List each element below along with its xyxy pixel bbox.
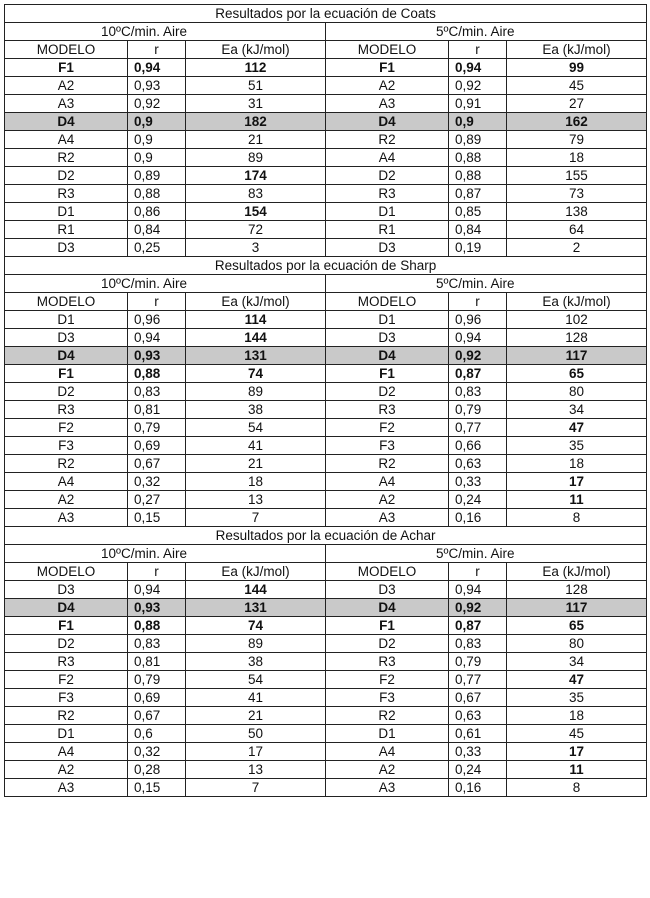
table-row	[5, 365, 647, 383]
r-cell: 0,79	[128, 419, 186, 437]
header-ea: Ea (kJ/mol)	[186, 41, 326, 59]
model-cell: F2	[326, 671, 449, 689]
model-cell: R3	[326, 401, 449, 419]
r-cell: 0,16	[449, 509, 507, 527]
table-row	[5, 491, 647, 509]
model-cell: D3	[326, 329, 449, 347]
r-cell: 0,6	[128, 725, 186, 743]
header-r: r	[449, 293, 507, 311]
table-row	[5, 671, 647, 689]
model-cell: D1	[5, 203, 128, 221]
ea-cell: 11	[507, 491, 647, 509]
r-cell: 0,79	[449, 653, 507, 671]
model-cell: R1	[5, 221, 128, 239]
model-cell: R2	[326, 707, 449, 725]
table-row	[5, 689, 647, 707]
r-cell: 0,69	[128, 689, 186, 707]
r-cell: 0,9	[128, 149, 186, 167]
r-cell: 0,24	[449, 761, 507, 779]
table-row	[5, 455, 647, 473]
r-cell: 0,87	[449, 185, 507, 203]
ea-cell: 7	[186, 779, 326, 797]
model-cell: A2	[326, 491, 449, 509]
r-cell: 0,87	[449, 617, 507, 635]
model-cell: D1	[326, 203, 449, 221]
ea-cell: 34	[507, 653, 647, 671]
r-cell: 0,86	[128, 203, 186, 221]
r-cell: 0,94	[449, 59, 507, 77]
heating-rate-left: 10ºC/min. Aire	[5, 275, 326, 293]
model-cell: A3	[5, 95, 128, 113]
model-cell: D4	[5, 347, 128, 365]
model-cell: A3	[326, 779, 449, 797]
model-cell: D1	[5, 311, 128, 329]
ea-cell: 21	[186, 707, 326, 725]
model-cell: R3	[5, 653, 128, 671]
section-title: Resultados por la ecuación de Sharp	[5, 257, 647, 275]
model-cell: R3	[326, 653, 449, 671]
header-model: MODELO	[5, 41, 128, 59]
column-header-row	[5, 41, 647, 59]
heating-rate-row	[5, 275, 647, 293]
model-cell: A2	[5, 77, 128, 95]
ea-cell: 21	[186, 455, 326, 473]
header-ea: Ea (kJ/mol)	[186, 563, 326, 581]
ea-cell: 112	[186, 59, 326, 77]
r-cell: 0,81	[128, 401, 186, 419]
ea-cell: 144	[186, 329, 326, 347]
model-cell: R1	[326, 221, 449, 239]
table-row	[5, 725, 647, 743]
ea-cell: 144	[186, 581, 326, 599]
r-cell: 0,85	[449, 203, 507, 221]
r-cell: 0,88	[449, 149, 507, 167]
ea-cell: 128	[507, 329, 647, 347]
header-model: MODELO	[5, 563, 128, 581]
ea-cell: 72	[186, 221, 326, 239]
table-row	[5, 203, 647, 221]
r-cell: 0,89	[449, 131, 507, 149]
model-cell: A3	[326, 509, 449, 527]
ea-cell: 89	[186, 635, 326, 653]
model-cell: D3	[326, 581, 449, 599]
header-r: r	[128, 563, 186, 581]
ea-cell: 51	[186, 77, 326, 95]
table-row	[5, 149, 647, 167]
table-row	[5, 617, 647, 635]
r-cell: 0,83	[449, 635, 507, 653]
model-cell: D2	[326, 383, 449, 401]
r-cell: 0,84	[128, 221, 186, 239]
table-row	[5, 509, 647, 527]
table-row	[5, 131, 647, 149]
ea-cell: 117	[507, 347, 647, 365]
r-cell: 0,79	[128, 671, 186, 689]
section-title-row	[5, 527, 647, 545]
model-cell: A4	[5, 131, 128, 149]
r-cell: 0,15	[128, 509, 186, 527]
ea-cell: 47	[507, 671, 647, 689]
heating-rate-row	[5, 545, 647, 563]
header-r: r	[128, 293, 186, 311]
r-cell: 0,81	[128, 653, 186, 671]
r-cell: 0,94	[128, 581, 186, 599]
table-row	[5, 743, 647, 761]
model-cell: A4	[326, 473, 449, 491]
model-cell: D2	[5, 167, 128, 185]
r-cell: 0,67	[128, 707, 186, 725]
ea-cell: 73	[507, 185, 647, 203]
model-cell: R3	[5, 185, 128, 203]
r-cell: 0,69	[128, 437, 186, 455]
r-cell: 0,93	[128, 347, 186, 365]
table-row	[5, 761, 647, 779]
r-cell: 0,94	[449, 581, 507, 599]
model-cell: A4	[5, 743, 128, 761]
table-row	[5, 347, 647, 365]
r-cell: 0,77	[449, 419, 507, 437]
section-title-row	[5, 257, 647, 275]
r-cell: 0,88	[449, 167, 507, 185]
table-row	[5, 185, 647, 203]
section-title: Resultados por la ecuación de Achar	[5, 527, 647, 545]
ea-cell: 21	[186, 131, 326, 149]
model-cell: F3	[326, 437, 449, 455]
r-cell: 0,9	[128, 113, 186, 131]
model-cell: A2	[5, 761, 128, 779]
ea-cell: 47	[507, 419, 647, 437]
header-model: MODELO	[326, 293, 449, 311]
model-cell: R2	[326, 455, 449, 473]
model-cell: A2	[326, 77, 449, 95]
ea-cell: 50	[186, 725, 326, 743]
ea-cell: 41	[186, 437, 326, 455]
table-row	[5, 599, 647, 617]
section-title: Resultados por la ecuación de Coats	[5, 5, 647, 23]
ea-cell: 80	[507, 635, 647, 653]
table-row	[5, 311, 647, 329]
heating-rate-left: 10ºC/min. Aire	[5, 545, 326, 563]
ea-cell: 174	[186, 167, 326, 185]
model-cell: F1	[326, 59, 449, 77]
ea-cell: 155	[507, 167, 647, 185]
r-cell: 0,88	[128, 617, 186, 635]
r-cell: 0,84	[449, 221, 507, 239]
heating-rate-right: 5ºC/min. Aire	[326, 23, 647, 41]
header-r: r	[449, 563, 507, 581]
table-row	[5, 59, 647, 77]
ea-cell: 17	[507, 473, 647, 491]
r-cell: 0,79	[449, 401, 507, 419]
model-cell: F1	[326, 617, 449, 635]
ea-cell: 182	[186, 113, 326, 131]
model-cell: F3	[5, 437, 128, 455]
table-row	[5, 239, 647, 257]
r-cell: 0,92	[128, 95, 186, 113]
header-ea: Ea (kJ/mol)	[507, 41, 647, 59]
model-cell: A4	[326, 743, 449, 761]
model-cell: A2	[5, 491, 128, 509]
ea-cell: 54	[186, 419, 326, 437]
table-row	[5, 653, 647, 671]
model-cell: D1	[5, 725, 128, 743]
column-header-row	[5, 563, 647, 581]
r-cell: 0,28	[128, 761, 186, 779]
ea-cell: 102	[507, 311, 647, 329]
model-cell: D4	[5, 599, 128, 617]
model-cell: F1	[5, 365, 128, 383]
header-r: r	[128, 41, 186, 59]
ea-cell: 13	[186, 491, 326, 509]
table-row	[5, 167, 647, 185]
ea-cell: 18	[507, 149, 647, 167]
r-cell: 0,27	[128, 491, 186, 509]
ea-cell: 83	[186, 185, 326, 203]
heating-rate-row	[5, 23, 647, 41]
r-cell: 0,92	[449, 599, 507, 617]
model-cell: D1	[326, 311, 449, 329]
r-cell: 0,63	[449, 455, 507, 473]
model-cell: D2	[5, 635, 128, 653]
r-cell: 0,25	[128, 239, 186, 257]
model-cell: F2	[326, 419, 449, 437]
header-ea: Ea (kJ/mol)	[507, 293, 647, 311]
ea-cell: 45	[507, 77, 647, 95]
section-title-row	[5, 5, 647, 23]
header-ea: Ea (kJ/mol)	[186, 293, 326, 311]
r-cell: 0,91	[449, 95, 507, 113]
ea-cell: 64	[507, 221, 647, 239]
results-table	[4, 4, 647, 797]
r-cell: 0,32	[128, 743, 186, 761]
r-cell: 0,24	[449, 491, 507, 509]
ea-cell: 162	[507, 113, 647, 131]
r-cell: 0,32	[128, 473, 186, 491]
ea-cell: 154	[186, 203, 326, 221]
table-row	[5, 113, 647, 131]
results-document	[4, 4, 646, 797]
ea-cell: 34	[507, 401, 647, 419]
model-cell: D2	[326, 635, 449, 653]
table-row	[5, 581, 647, 599]
r-cell: 0,94	[128, 59, 186, 77]
ea-cell: 18	[507, 707, 647, 725]
ea-cell: 17	[186, 743, 326, 761]
model-cell: D3	[5, 239, 128, 257]
r-cell: 0,89	[128, 167, 186, 185]
ea-cell: 13	[186, 761, 326, 779]
table-row	[5, 95, 647, 113]
model-cell: F1	[326, 365, 449, 383]
model-cell: F3	[326, 689, 449, 707]
ea-cell: 31	[186, 95, 326, 113]
ea-cell: 65	[507, 365, 647, 383]
model-cell: D2	[5, 383, 128, 401]
model-cell: D4	[5, 113, 128, 131]
heating-rate-left: 10ºC/min. Aire	[5, 23, 326, 41]
r-cell: 0,67	[449, 689, 507, 707]
r-cell: 0,63	[449, 707, 507, 725]
ea-cell: 99	[507, 59, 647, 77]
model-cell: R3	[5, 401, 128, 419]
ea-cell: 8	[507, 779, 647, 797]
ea-cell: 54	[186, 671, 326, 689]
ea-cell: 27	[507, 95, 647, 113]
model-cell: D2	[326, 167, 449, 185]
header-r: r	[449, 41, 507, 59]
heating-rate-right: 5ºC/min. Aire	[326, 545, 647, 563]
ea-cell: 65	[507, 617, 647, 635]
ea-cell: 35	[507, 689, 647, 707]
header-model: MODELO	[326, 41, 449, 59]
header-ea: Ea (kJ/mol)	[507, 563, 647, 581]
header-model: MODELO	[5, 293, 128, 311]
model-cell: D4	[326, 347, 449, 365]
ea-cell: 80	[507, 383, 647, 401]
r-cell: 0,9	[449, 113, 507, 131]
ea-cell: 138	[507, 203, 647, 221]
model-cell: D3	[5, 581, 128, 599]
ea-cell: 35	[507, 437, 647, 455]
r-cell: 0,83	[128, 635, 186, 653]
r-cell: 0,19	[449, 239, 507, 257]
r-cell: 0,92	[449, 347, 507, 365]
model-cell: R2	[5, 707, 128, 725]
ea-cell: 89	[186, 383, 326, 401]
table-row	[5, 779, 647, 797]
model-cell: R2	[5, 455, 128, 473]
table-row	[5, 401, 647, 419]
ea-cell: 7	[186, 509, 326, 527]
r-cell: 0,93	[128, 599, 186, 617]
heating-rate-right: 5ºC/min. Aire	[326, 275, 647, 293]
model-cell: D3	[326, 239, 449, 257]
r-cell: 0,77	[449, 671, 507, 689]
r-cell: 0,61	[449, 725, 507, 743]
model-cell: A4	[5, 473, 128, 491]
model-cell: D1	[326, 725, 449, 743]
table-row	[5, 383, 647, 401]
model-cell: D4	[326, 113, 449, 131]
ea-cell: 128	[507, 581, 647, 599]
r-cell: 0,94	[128, 329, 186, 347]
ea-cell: 74	[186, 617, 326, 635]
model-cell: F2	[5, 671, 128, 689]
r-cell: 0,83	[128, 383, 186, 401]
model-cell: A3	[5, 779, 128, 797]
model-cell: F1	[5, 617, 128, 635]
r-cell: 0,66	[449, 437, 507, 455]
r-cell: 0,33	[449, 473, 507, 491]
r-cell: 0,9	[128, 131, 186, 149]
model-cell: R2	[5, 149, 128, 167]
table-row	[5, 707, 647, 725]
model-cell: R3	[326, 185, 449, 203]
r-cell: 0,96	[449, 311, 507, 329]
r-cell: 0,83	[449, 383, 507, 401]
ea-cell: 3	[186, 239, 326, 257]
r-cell: 0,88	[128, 365, 186, 383]
model-cell: D4	[326, 599, 449, 617]
header-model: MODELO	[326, 563, 449, 581]
table-row	[5, 635, 647, 653]
ea-cell: 41	[186, 689, 326, 707]
ea-cell: 114	[186, 311, 326, 329]
model-cell: F1	[5, 59, 128, 77]
model-cell: F3	[5, 689, 128, 707]
r-cell: 0,67	[128, 455, 186, 473]
ea-cell: 18	[186, 473, 326, 491]
r-cell: 0,87	[449, 365, 507, 383]
ea-cell: 131	[186, 599, 326, 617]
ea-cell: 131	[186, 347, 326, 365]
r-cell: 0,93	[128, 77, 186, 95]
ea-cell: 38	[186, 401, 326, 419]
ea-cell: 45	[507, 725, 647, 743]
r-cell: 0,88	[128, 185, 186, 203]
ea-cell: 18	[507, 455, 647, 473]
ea-cell: 11	[507, 761, 647, 779]
model-cell: A3	[5, 509, 128, 527]
ea-cell: 79	[507, 131, 647, 149]
ea-cell: 38	[186, 653, 326, 671]
r-cell: 0,94	[449, 329, 507, 347]
ea-cell: 89	[186, 149, 326, 167]
table-row	[5, 437, 647, 455]
r-cell: 0,96	[128, 311, 186, 329]
r-cell: 0,16	[449, 779, 507, 797]
ea-cell: 117	[507, 599, 647, 617]
ea-cell: 17	[507, 743, 647, 761]
model-cell: A4	[326, 149, 449, 167]
table-row	[5, 221, 647, 239]
table-row	[5, 473, 647, 491]
model-cell: D3	[5, 329, 128, 347]
model-cell: A2	[326, 761, 449, 779]
column-header-row	[5, 293, 647, 311]
table-row	[5, 419, 647, 437]
r-cell: 0,15	[128, 779, 186, 797]
model-cell: R2	[326, 131, 449, 149]
r-cell: 0,33	[449, 743, 507, 761]
ea-cell: 2	[507, 239, 647, 257]
table-row	[5, 77, 647, 95]
table-row	[5, 329, 647, 347]
model-cell: F2	[5, 419, 128, 437]
ea-cell: 8	[507, 509, 647, 527]
ea-cell: 74	[186, 365, 326, 383]
r-cell: 0,92	[449, 77, 507, 95]
model-cell: A3	[326, 95, 449, 113]
